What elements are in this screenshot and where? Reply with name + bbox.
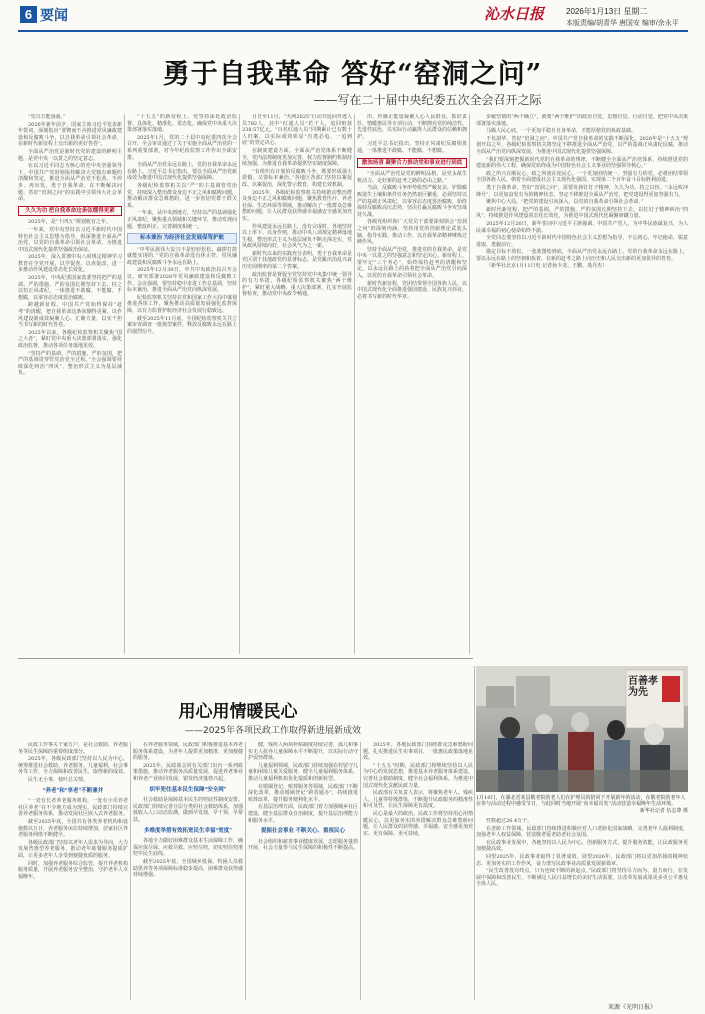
article1-subhead-1: 久久为功 把自我革命这条弦绷得更紧 [18,206,122,217]
article1-column-5: 步履坚韧的“两个确立”，就要“两个维护”的政治自觉，思想自觉、行动自觉，把党中央决策部署落实落地。 马腾人民心底，一个更加平稳且自身革命，才能厚植党的执政基础。 不负韶华、答好“窑洞之问”、中国共产党自我革命的实践不断深化。2026年是“十五五”规划开局之年，各级纪检监察机关将坚定不移推进全面从严治党，以严的基调正风肃纪反腐，推动全面从严治党向纵深发展，为推进中国式现代化提供坚强保障。 “我们要深刻把握新时代党的自我革命的规律，不断健全全面从严治党体系，持续推进党的建设新的伟大工程，确保党始终成为中国特色社会主义事业的坚强领导核心。” 政之所兴在顺民心，政之所废在逆民心。一个更加团结统一、坚强有力的党，必将团结带领全国各族人民，朝着全面建成社会主义现代化强国、实现第二个百年奋斗目标胜利前进。 勇于自我革命，答好“窑洞之问”，需要发扬钉钉子精神，久久为功、持之以恒。“永远吹冲锋号”，以更加奋发有为的精神状态，坚定不移推进全面从严治党，把党建设得更加坚强有力。 聚焦中心大局，“把党的建设引向深入，以党的自我革命引领社会革命。” 新时代新征程，把严的基调、严的措施、严的氛围长期坚持下去，以钉钉子精神纠治“四风”，持续推进作风建设常态化长效化，为推进中国式现代化凝聚磅礴力量。 2025年12月26日，新年贺词中习近平主席强调，中国共产党人，为中华民族谋复兴、为人民谋幸福的初心使命始终不渝。 全党同志要坚持以习近平新时代中国特色社会主义思想为指导，不忘初心、牢记使命，锐意进取、勇毅前行。 锚定目标不放松，一张蓝图绘到底。全面从严治党永远在路上，党的自我革命永远在路上，要以永远在路上的坚韧和执着，在新的赶考之路上向历史和人民交出新的更加优异的答卷。 （新华社北京1月11日电 记者孙少龙、王鹏、曼丹杰） [476,114,688,270]
article1-column-1: “党兴方能国强。” 2026年新年前夕，国家主席习近平发表新年贺词，深刻指出“要锲而不舍推进党风廉政建设和反腐败斗争，以自我革命引领社会革命，在新时代新征程上交出新的更好答卷”。 全面从严治党是新时代党的建设的鲜明主题，是党中央一以贯之的坚定意志。 在以习近平同志为核心的党中央坚强领导下，中国共产党时刻保持解决大党独有难题的清醒和坚定，推进全面从严治党不松劲、不停步、再出发，勇于自我革命，在不断解决问题、答好“窑洞之问”的实践中引领伟大社会革命。 久久为功 把自我革命这条弦绷得更紧 2025年，是“十四五”规划收官之年。 一年来，党中央坚持以习近平新时代中国特色社会主义思想为指导，纵深推进全面从严治党，以党的自我革命引领社会革命，为推进中国式现代化提供坚强政治保证。 2025年，深入贯彻中央八项规定精神学习教育在全党开展，以学促查、以查促改，进一步推动作风建设常态化长效化。 2025年，中央纪委国家监委坚持把严的基调、严的措施、严的氛围长期坚持下去，持之以恒正风肃纪，一体推进不敢腐、不能腐、不想腐，以零容忍态度惩治腐败。 跨越新征程，中国共产党始终保持“赶考”的清醒，把自我革命这条弦绷得更紧，以作风建设新成效凝聚人心、汇聚力量，以实干担当书写新的时代答卷。 2025年以来，各级纪检监察机关聚焦“国之大者”，紧盯党中央重大决策部署落实，强化政治监督，推动各项任务落地见效。 “坚持严的基调、严的措施、严的氛围，把严的基调贯穿管党治党全过程。”全会强调要持续深化纠治“四风”，整治形式主义为基层减负。 [18,114,122,377]
article2-column-4: 2025年，各地民政部门围绕群众急难愁盼问题，扎实推进民生实事项目，一批惠民政策落地见效。 “十五五”时期，民政部门将继续坚持以人民为中心的发展思想，推进基本养老服务体系建设，完善社会救助制度，健全社会福利体系，为推进中国式现代化贡献民政力量。 民政部有关负责人表示，将聚焦老年人、残疾人、儿童等特殊群体，不断提升民政服务的精准性和可及性，让民生保障更有温度。 民心是最大的政治。民政工作将坚持用心用情暖民心，以更加务实的举措解决群众急难愁盼问题，让人民群众的获得感、幸福感、安全感更加充实、更有保障、更可持续。 [363,742,473,837]
section-label: 要闻 [40,7,68,23]
article1-title: 勇于自我革命 答好“窑洞之问” [162,59,543,90]
issue-date: 2026年1月13日 星期二 [566,7,648,16]
page-header [0,0,705,34]
photo-banner-text: 百善孝为先 [628,676,658,698]
article2-column-2: 在养老服务领域，民政部门积极推进基本养老服务体系建设，为老年人提供更加精准、更加便捷的服务。 2025年，民政部会同有关部门出台一系列政策措施，推动养老服务高质量发展，促进养老事业和养老产业协同发展，银发经济蓬勃兴起。 织牢兜住基本民生保障“安全网” 社会救助是保障基本民生的兜底性制度安排。民政部门持续完善分层分类的社会救助体系，加强低收入人口动态监测，做到早发现、早干预、早帮扶。 多维度举措有效拓宽民生幸福“宽度” 各地全力做好困难群众基本生活保障工作，确保应保尽保、应救尽救、应兜尽兜，切实兜住兜准兜牢民生底线。 截至2025年底，全国城乡低保、特困人员救助供养等各项保障标准稳步提高，困难群众获得感持续增强。 [133,742,243,879]
photo-caption: 1月10日，在湖北省某县敬老院的老人们在护理员的陪同下开展新年的活动，在敬老院的老年人在参与活动过程中感受节日，与此同时当地开展“向幸福出发”活动营造幸福晚年生活环境。 新华社记者 伍志尊 摄 [476,795,688,814]
news-photo [476,666,688,792]
article2-subhead-2: 织牢兜住基本民生保障“安全网” [149,786,227,793]
article2-subtitle: ——2025年各项民政工作取得新进展新成效 [185,726,361,736]
article2-subhead-1: “养老”和“享老”不断兼并 [42,787,104,794]
page-number: 6 [20,6,37,23]
article1-byline: （新华社北京1月11日电 记者孙少龙、王鹏、曼丹杰） [486,263,608,270]
article2-subhead-3: 多维度举措有效拓宽民生幸福“宽度” [143,827,232,834]
header-rule [18,30,688,32]
article1-column-4: 出，传播正能量凝聚人心人民群众，抓好责任、情暖惠民等专项行动，不断擦亮党的纯洁性、先进性底色，以实际行动赢得人民群众的信赖和拥护。 习近平总书记指出，坚持正风肃纪反腐相贯通，一体推进不敢腐、不能腐、不想腐。 激浊扬清 凝聚合力推动党和事业进行到底 “全面从严治党是党的鲜明品格，是党永葆生机活力、走好新的赶考之路的必由之路。” 当前，反腐败斗争形势依然严峻复杂，铲除腐败滋生土壤和条件任务仍然艰巨繁重，必须坚持以严的基调正风肃纪，以零容忍态度惩治腐败，始终保持反腐败高压态势，坚决打赢反腐败斗争攻坚战持久战。 各级党组织和广大党员干部要深刻领会“窑洞之问”的深刻内涵，坚持用党的创新理论武装头脑、指导实践、推动工作，以自我革命精神锤炼过硬作风。 坚持全面从严治党，推进党的自我革命，是党中央一以贯之的坚强意志和坚定决心。新征程上，要牢记“三个务必”，始终保持赶考的清醒和坚定，以永远在路上的执着把全面从严治党引向深入，以党的自我革命引领社会革命。 新时代新征程，党团结带领全国各族人民，以中国式现代化全面推进强国建设、民族复兴伟业，必将书写新的时代华章。 [357,114,467,300]
source-credit: 来源《光明日报》 [608,1005,657,1011]
article2-subhead-4: 提振社会事业 不断关心、重视民心 [260,828,346,835]
masthead-logo: 沁水日报 [484,5,545,23]
article1-column-2: “十五五”的新征程上，党坚持深化政治监督、具体化、精准化、常态化，确保党中央重大决策部署落实落地。 2025年1月，党的二十届中央纪委四次全会召开，全会审议通过了关于实施全面从严治党的一系列重要部署，对今年纪检监察工作作出全面安排。 全面从严治党永远在路上，党的自我革命永远在路上。习近平总书记指出，要以全面从严治党新成效为推进中国式现代化提供坚强保障。 各级纪检监察机关以“严”的主基调管党治党，持续深入整治群众身边不正之风和腐败问题，推动解决群众急难愁盼，进一步密切党群干群关系。 一年来，从中央到地方，坚持以严的基调强化正风肃纪，聚焦重点领域和关键环节，推动发现问题、整改纠正、完善制度相统一。 标本兼治 为经济社会发展保驾护航 “中华民族伟大复兴不是轻轻松松、敲锣打鼓就能实现的。”党的自我革命没有休止符，党风廉政建设和反腐败斗争永远在路上。 2025年12月30日，中共中央政治局召开会议，研究部署2026年党风廉政建设和反腐败工作。会议强调，要坚持稳中求进工作总基调，坚持标本兼治，推进全面从严治党向纵深发展。 纪检监察机关坚持在党和国家工作大局中谋划推进各项工作，聚焦推动高质量发展强化监督保障，以有力监督护航经济社会发展行稳致远。 截至2025年11月底，全国纪检监察机关共立案审查调查一批典型案件，释放反腐败永远在路上的强烈信号。 [127,114,237,335]
article2-title: 用心用情暖民心 [178,702,298,722]
photo-credit: 新华社记者 伍志尊 摄 [639,807,688,814]
article2-column-5: 性数超过26.4万个。 在老龄工作领域，民政部门持续推进积极应对人口老龄化国家战略，完善老年人福利制度，加强老年人权益保障，营造敬老爱老助老社会氛围。 在民政事业发展中，各地坚持以人民为中心，创新服务方式，提升服务效能，让民政服务更加便捷高效。 回望2025年，民政事业取得了显著成效。展望2026年，民政部门将以更加昂扬的精神状态、更加务实的工作作风，奋力谱写民政事业高质量发展新篇章。 “民生改善没有终点，只有连续不断的新起点。”民政部门将坚持尽力而为、量力而行，在发展中保障和改善民生，不断满足人民日益增长的美好生活需要，让改革发展成果更多更公平惠及全体人民。 [476,818,688,888]
editors-line: 本版责编/胡青华 唐国安 编审/余永平 [566,20,679,27]
article1-subhead-3: 激浊扬清 凝聚合力推动党和事业进行到底 [357,158,467,169]
section-divider [18,658,473,659]
article1-subhead-2: 标本兼治 为经济社会发展保驾护航 [127,233,237,244]
article2-column-3: 健，残疾人两项补贴制度持续完善，孤儿和事实无人抚养儿童保障水平不断提升，以实际行动守护弱势群体。 儿童福利领域，民政部门持续加强农村留守儿童和困境儿童关爱服务，健全儿童福利服务体系，推动儿童福利机构优化提质和创新转型。 在婚姻登记、殡葬服务等领域，民政部门不断深化改革，推动婚姻登记“跨省通办”，持续推进殡葬改革，提升服务便利化水平。 在基层治理方面，民政部门着力加强城乡社区建设，健全基层群众自治制度，提升基层治理能力和服务水平。 提振社会事业 不断关心、重视民心 社会组织和慈善事业健康发展，志愿服务蓬勃开展，社会力量参与民生保障的积极性不断提高。 [248,742,358,852]
article1-subtitle: ——写在二十届中央纪委五次全会召开之际 [313,93,542,107]
article2-column-1: 民政工作事关千家万户，是社会救助、养老服务等民生保障的重要组成部分。 2025年，各级民政部门坚持以人民为中心，统筹推进社会救助、养老服务、儿童福利、社会事务等工作，全力保障和改善民生，取得新的成效。 民生无小事，枝叶总关情。 “养老”和“享老”不断兼并 “一处有长者养老服务机构，一处有小乐养老社区养老”在不少地方成为现实。民政部门持续完善养老服务体系，推动发展社区嵌入式养老服务。 截至2025年底，全国共有各类养老机构和设施数以万计，养老服务床位持续增加，居家社区养老服务网络不断健全。 各级民政部门坚持以老年人需求为导向，大力发展普惠型养老服务，推动老年助餐服务提质扩面，让更多老年人享受到便捷优质的服务。 同时，加强养老服务综合监管，提升养老机构服务质量，开展养老服务安全整治，守护老年人幸福晚年。 [18,742,128,880]
article1-column-3: 月日至11月，“天网2025”行动共追回外逃人员782人，其中“红通人员”若干人，追回赃款238.57亿元。“百名红通人员”同期累计已有数十人归案，以实际成效彰显“有逃必追、一追到底”的坚定决心。 在制度建设方面，全面从严治党体系不断健全，党内法规制度更加完善，权力监督制约机制持续加强，为推进自我革命提供坚实制度保障。 “有组织有计划的反腐败斗争，既要形成强大震慑，又要标本兼治。”各地区各部门坚持以案促改、以案促治，深化警示教育，构建长效机制。 2025年，各级纪检监察机关持续推动整治群众身边不正之风和腐败问题，聚焦教育医疗、养老社保、生态环保等领域，推动解决了一批群众急难愁盼问题，让人民群众获得感幸福感安全感更加充实。 作风建设永远在路上，没有完成时。各地坚持以上率下、以身作则，推动中央八项规定精神落地生根，整治形式主义为基层减负不断走深走实，党风政风持续向好，社会风气为之一新。 新时代以来的实践充分表明，勇于自我革命是党区别于其他政党的显著标志，是党跳出治乱兴衰历史周期率的第二个答案。 政治监督是督促全党坚持党中央集中统一领导的有力举措。各级纪检监察机关聚焦“两个维护”，紧盯重大战略、重大决策部署，扎实开展监督检查，推动党中央政令畅通。 [242,114,352,298]
